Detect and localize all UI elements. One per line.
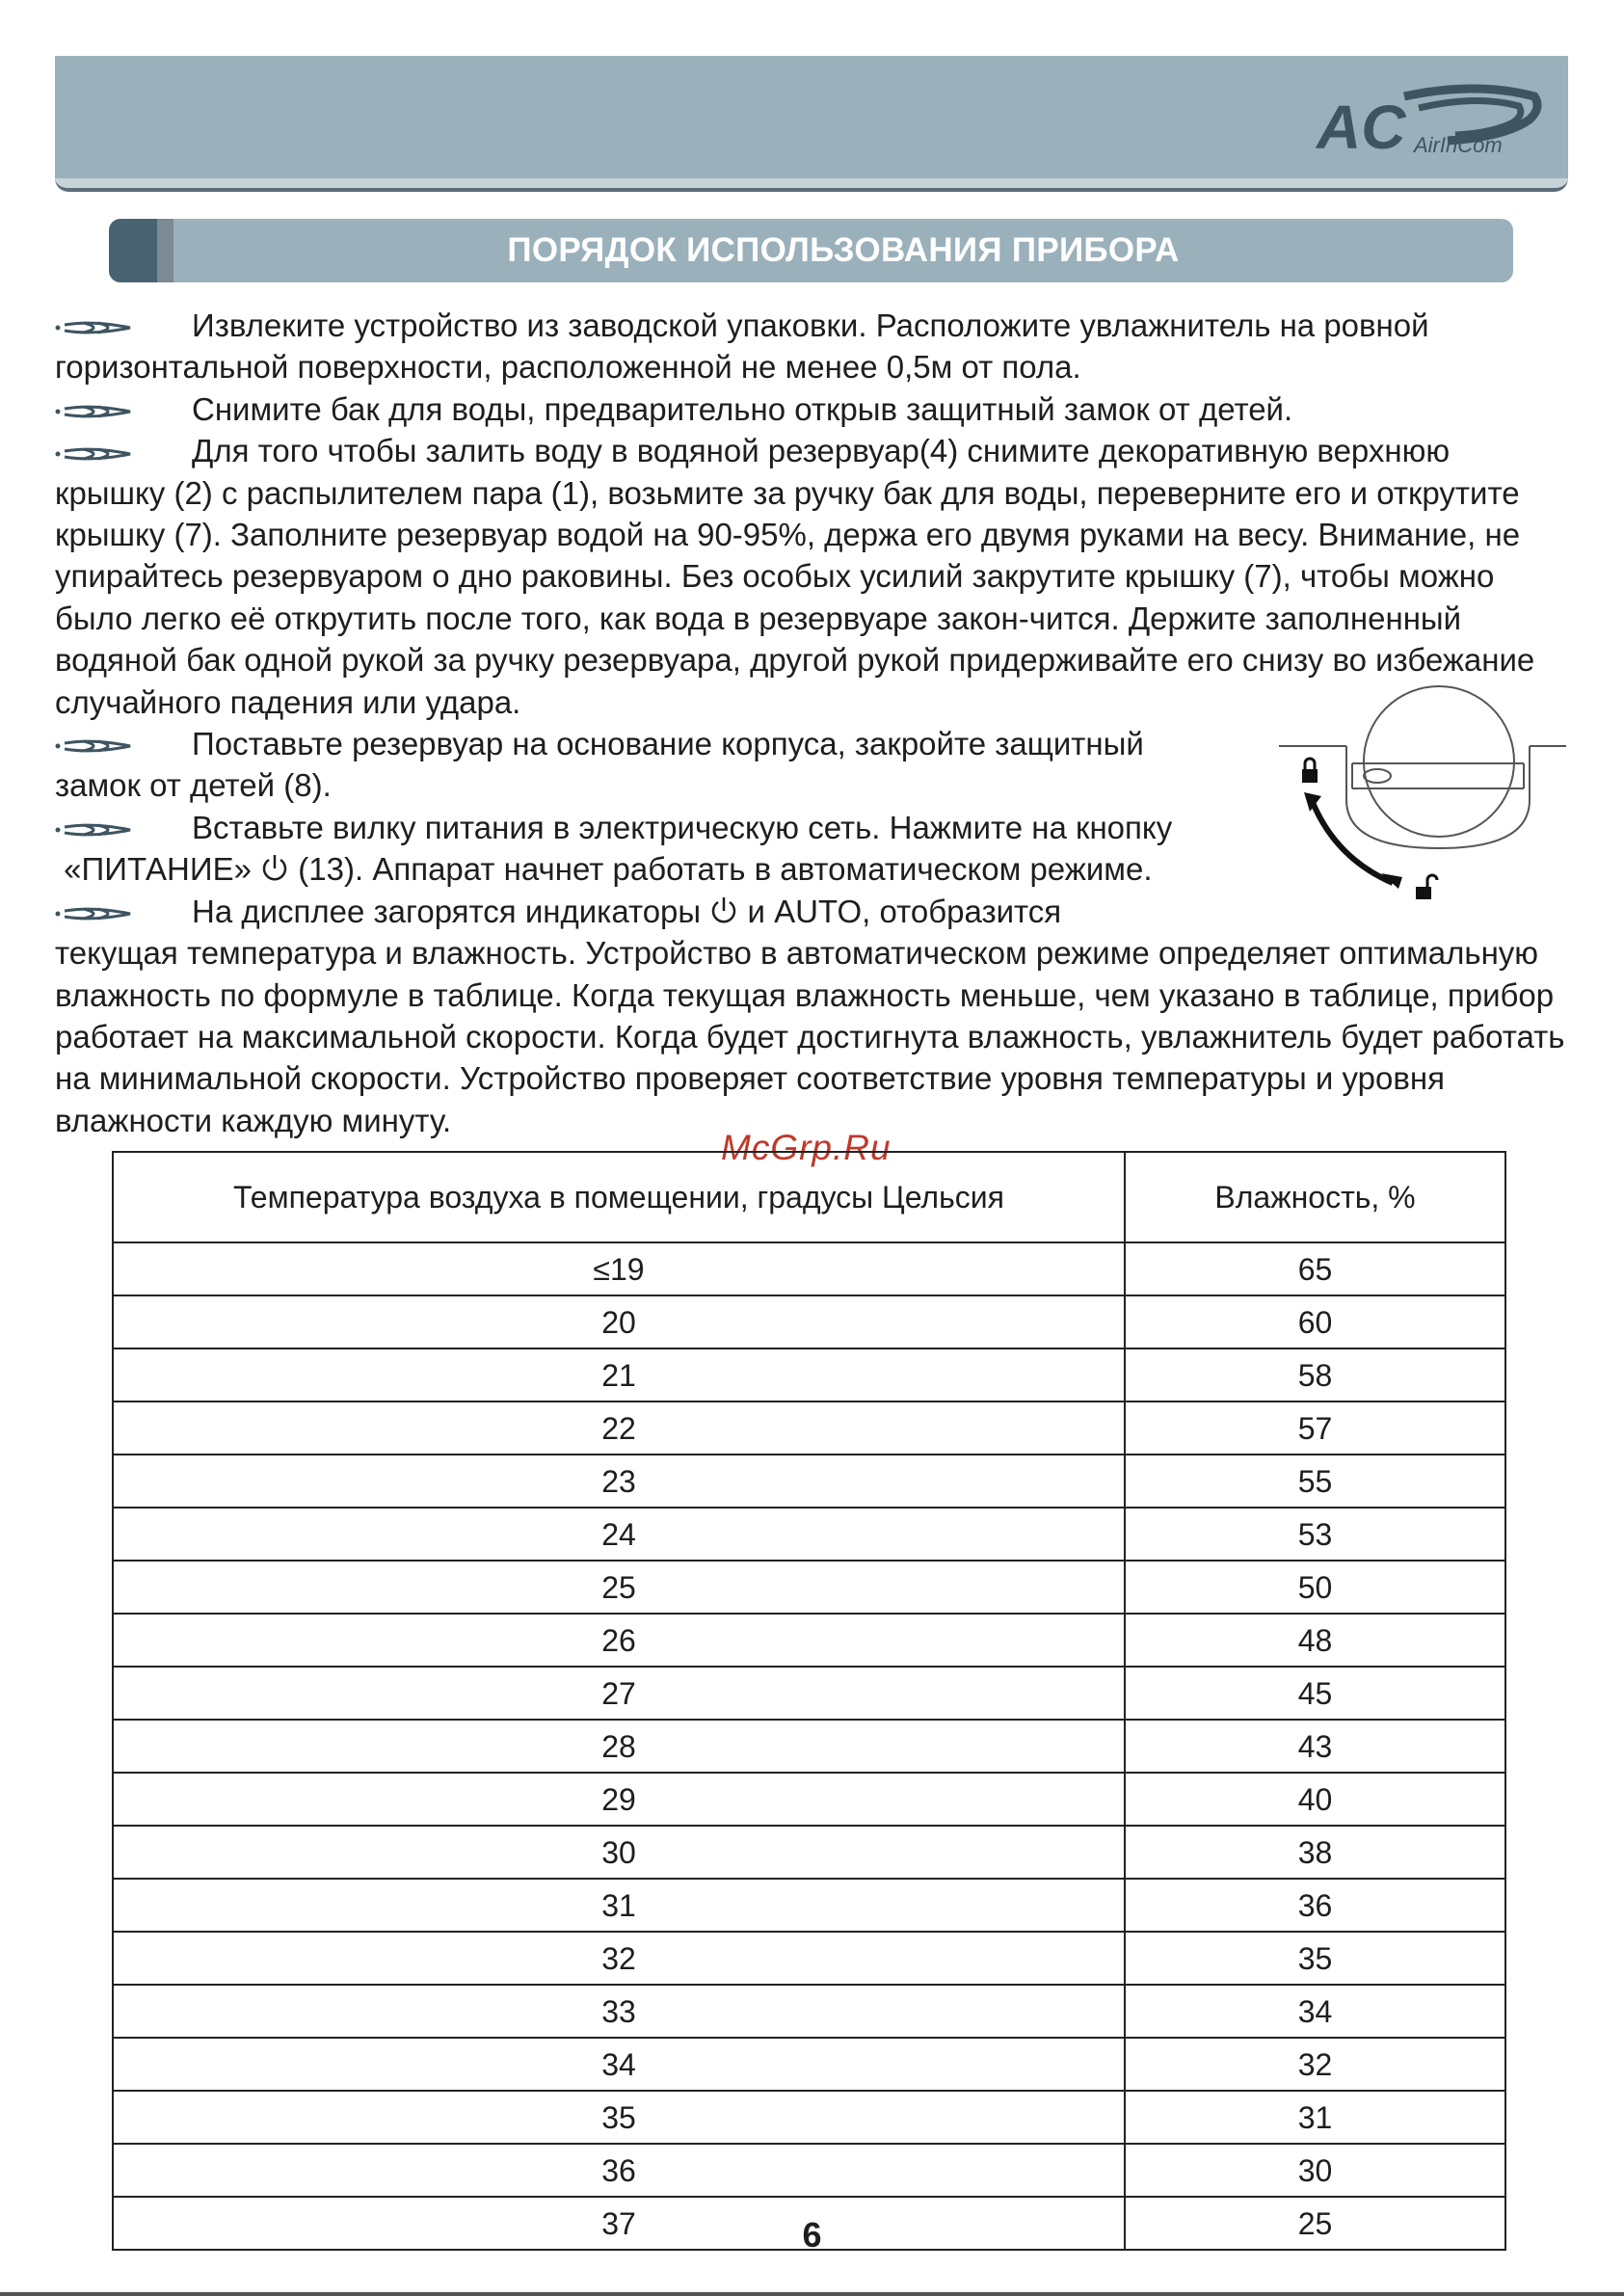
humidity-cell: 38 bbox=[1125, 1826, 1505, 1879]
table-row bbox=[113, 1348, 1505, 1402]
temperature-cell: 21 bbox=[113, 1348, 1125, 1402]
humidity-cell: 60 bbox=[1125, 1295, 1505, 1348]
bottom-divider bbox=[0, 2292, 1624, 2296]
instruction-paragraph: На дисплее загорятся индикаторы и AUTO, отобразится текущая температура и влажность. Устройство в автоматическом режиме определяет оптимальную влажность по формуле в таблице. Когда текущая влажность меньше, чем указано в таблице, прибор работает на максимальной скорости. Когда будет достигнута влажность, увлажнитель будет работать на минимальной скорости. Устройство проверяет соответствие уровня температуры и уровня влажности каждую минуту. bbox=[55, 893, 1565, 1138]
table-row bbox=[113, 1932, 1505, 1985]
temperature-cell: 28 bbox=[113, 1720, 1125, 1773]
temperature-cell: 27 bbox=[113, 1667, 1125, 1720]
humidity-cell: 45 bbox=[1125, 1667, 1505, 1720]
temperature-cell: 35 bbox=[113, 2091, 1125, 2144]
section-title: ПОРЯДОК ИСПОЛЬЗОВАНИЯ ПРИБОРА bbox=[507, 231, 1180, 269]
temperature-cell: 34 bbox=[113, 2038, 1125, 2091]
temperature-cell: 36 bbox=[113, 2144, 1125, 2197]
temperature-cell: 37 bbox=[113, 2197, 1125, 2250]
humidity-table bbox=[112, 1151, 1506, 2251]
section-title-bar bbox=[109, 219, 1513, 282]
table-row bbox=[113, 1455, 1505, 1508]
temperature-cell: 31 bbox=[113, 1879, 1125, 1932]
humidity-cell: 58 bbox=[1125, 1348, 1505, 1402]
humidity-cell: 53 bbox=[1125, 1508, 1505, 1561]
temperature-cell: 23 bbox=[113, 1455, 1125, 1508]
temperature-cell: 25 bbox=[113, 1561, 1125, 1614]
table-row bbox=[113, 1508, 1505, 1561]
instruction-paragraph: Для того чтобы залить воду в водяной резервуар(4) снимите декоративную верхнюю крышку (2) с распылителем пара (1), возьмите за ручку бак для воды, переверните его и открутите крышку (7). Заполните резервуар водой на 90-95%, держа его двумя руками на весу. Внимание, не упирайтесь резервуаром о дно раковины. Без особых усилий закрутите крышку (7), чтобы можно было легко её открутить после того, как вода в резервуаре закон-чится. Держите заполненный водяной бак одной рукой за ручку резервуара, другой рукой придерживайте его снизу во избежание случайного падения или удара. bbox=[55, 433, 1535, 720]
humidity-cell: 36 bbox=[1125, 1879, 1505, 1932]
table-row bbox=[113, 1826, 1505, 1879]
humidity-cell: 65 bbox=[1125, 1242, 1505, 1295]
temperature-cell: 33 bbox=[113, 1985, 1125, 2038]
logo-brand-text: AirInCom bbox=[1414, 133, 1503, 157]
humidity-cell: 40 bbox=[1125, 1773, 1505, 1826]
logo-mark: AC bbox=[1317, 93, 1406, 162]
temperature-cell: 30 bbox=[113, 1826, 1125, 1879]
table-row bbox=[113, 1242, 1505, 1295]
column-header-temperature: Температура воздуха в помещении, градусы Цельсия bbox=[113, 1152, 1125, 1242]
temperature-cell: 29 bbox=[113, 1773, 1125, 1826]
humidity-cell: 34 bbox=[1125, 1985, 1505, 2038]
humidity-cell: 32 bbox=[1125, 2038, 1505, 2091]
humidity-cell: 35 bbox=[1125, 1932, 1505, 1985]
humidity-cell: 55 bbox=[1125, 1455, 1505, 1508]
humidity-cell: 30 bbox=[1125, 2144, 1505, 2197]
table-row bbox=[113, 1879, 1505, 1932]
power-icon bbox=[709, 894, 738, 927]
table-body bbox=[113, 1242, 1505, 2250]
table-row bbox=[113, 1985, 1505, 2038]
arrow-bullet-icon bbox=[55, 317, 132, 338]
temperature-cell: ≤19 bbox=[113, 1242, 1125, 1295]
arrow-bullet-icon bbox=[55, 819, 132, 841]
table-row bbox=[113, 1720, 1505, 1773]
instruction-paragraph: Извлеките устройство из заводской упаковки. Расположите увлажнитель на ровной горизонтальной поверхности, расположенной не менее 0,5м от пола. bbox=[55, 307, 1429, 386]
arrow-bullet-icon bbox=[55, 735, 132, 757]
column-header-humidity: Влажность, % bbox=[1125, 1152, 1505, 1242]
table-header-row bbox=[113, 1152, 1505, 1242]
temperature-cell: 22 bbox=[113, 1402, 1125, 1455]
table-row bbox=[113, 2038, 1505, 2091]
temperature-cell: 20 bbox=[113, 1295, 1125, 1348]
header-divider bbox=[55, 178, 1568, 192]
arrow-bullet-icon bbox=[55, 443, 132, 465]
temperature-cell: 26 bbox=[113, 1614, 1125, 1667]
arrow-bullet-icon bbox=[55, 401, 132, 422]
humidity-cell: 57 bbox=[1125, 1402, 1505, 1455]
temperature-cell: 24 bbox=[113, 1508, 1125, 1561]
table-row bbox=[113, 1561, 1505, 1614]
table-row bbox=[113, 1773, 1505, 1826]
power-icon bbox=[260, 852, 289, 885]
humidity-cell: 50 bbox=[1125, 1561, 1505, 1614]
arrow-bullet-icon bbox=[55, 903, 132, 924]
instruction-paragraph: Снимите бак для воды, предварительно открыв защитный замок от детей. bbox=[55, 388, 1578, 430]
table-row bbox=[113, 2091, 1505, 2144]
humidity-cell: 43 bbox=[1125, 1720, 1505, 1773]
humidity-cell: 48 bbox=[1125, 1614, 1505, 1667]
table-row bbox=[113, 1402, 1505, 1455]
table-row bbox=[113, 1295, 1505, 1348]
table-row bbox=[113, 2144, 1505, 2197]
instruction-paragraph: Поставьте резервуар на основание корпуса, закройте защитный замок от детей (8). bbox=[55, 726, 1144, 804]
temperature-cell: 32 bbox=[113, 1932, 1125, 1985]
humidity-cell: 25 bbox=[1125, 2197, 1505, 2250]
watermark: McGrp.Ru bbox=[721, 1128, 892, 1167]
humidity-cell: 31 bbox=[1125, 2091, 1505, 2144]
table-row bbox=[113, 1614, 1505, 1667]
instruction-paragraph: Вставьте вилку питания в электрическую сеть. Нажмите на кнопку «ПИТАНИЕ» (13). Аппарат начнет работать в автоматическом режиме. bbox=[55, 807, 1255, 891]
table-row bbox=[113, 1667, 1505, 1720]
page-number: 6 bbox=[802, 2215, 822, 2255]
child-lock-diagram bbox=[1277, 684, 1566, 916]
